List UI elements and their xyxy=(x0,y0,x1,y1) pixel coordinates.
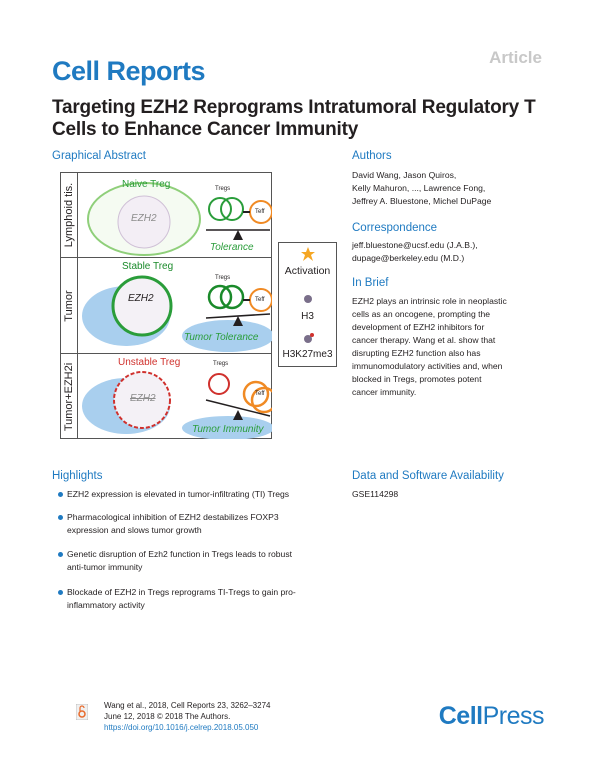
tregs-label: Tregs xyxy=(213,361,229,367)
enzyme-label: EZH2 xyxy=(131,213,157,224)
logo-press: Press xyxy=(482,702,544,730)
graphical-abstract xyxy=(60,172,337,439)
tumor-tolerance-label: Tumor Tolerance xyxy=(184,332,259,343)
email-link[interactable]: dupage@berkeley.edu (M.D.) xyxy=(352,253,465,263)
authors-list xyxy=(352,169,491,208)
authors-line: Jeffrey A. Bluestone, Michel DuPage xyxy=(352,196,492,206)
highlight-line: anti-tumor immunity xyxy=(67,562,143,572)
teff-label: Teff xyxy=(255,209,265,215)
bullet-icon xyxy=(58,552,63,557)
tolerance-label: Tolerance xyxy=(210,242,254,253)
article-tag: Article xyxy=(489,48,542,67)
activation-legend xyxy=(278,242,337,367)
in-brief-line: blocked in Tregs, promotes potent xyxy=(352,374,482,384)
authors-heading: Authors xyxy=(352,150,392,162)
in-brief-text xyxy=(352,295,507,399)
highlight-line: Pharmacological inhibition of EZH2 destabilizes FOXP3 xyxy=(67,512,279,522)
naive-treg-label: Naive Treg xyxy=(122,179,171,190)
correspondence-emails xyxy=(352,239,478,265)
in-brief-line: immunomodulatory activities and, when xyxy=(352,361,503,371)
bullet-icon xyxy=(58,515,63,520)
highlight-line: EZH2 expression is elevated in tumor-infiltrating (TI) Tregs xyxy=(67,489,290,499)
ga-row-lymphoid xyxy=(60,172,272,258)
in-brief-line: EZH2 plays an intrinsic role in neoplastic xyxy=(352,296,507,306)
highlight-line: inflammatory activity xyxy=(67,600,145,610)
open-access-icon xyxy=(76,704,88,720)
doi-link[interactable]: https://doi.org/10.1016/j.celrep.2018.05.050 xyxy=(104,723,259,732)
data-availability-accession[interactable]: GSE114298 xyxy=(352,489,399,499)
in-brief-line: cells as an oncogene, prompting the xyxy=(352,309,491,319)
highlights-heading: Highlights xyxy=(52,470,103,482)
enzyme-label: EZH2 xyxy=(130,393,156,404)
correspondence-heading: Correspondence xyxy=(352,222,438,234)
in-brief-line: cancer therapy. Wang et al. show that xyxy=(352,335,496,345)
footer-citation xyxy=(104,700,270,733)
tumor-immunity-label: Tumor Immunity xyxy=(192,424,264,435)
h3k27me3-icon xyxy=(302,333,314,345)
stable-treg-label: Stable Treg xyxy=(122,261,174,272)
bullet-icon xyxy=(58,492,63,497)
citation-text: Wang et al., 2018, Cell Reports 23, 3262–3274 xyxy=(104,701,271,710)
enzyme-label: EZH2 xyxy=(128,293,154,304)
journal-name: Cell Reports xyxy=(52,56,206,86)
bullet-icon xyxy=(58,590,63,595)
ga-row-label: Lymphoid tis. xyxy=(60,172,78,257)
article-title: Targeting EZH2 Reprograms Intratumoral Regulatory T Cells to Enhance Cancer Immunity xyxy=(52,97,536,140)
in-brief-line: development of EZH2 inhibitors for xyxy=(352,322,485,332)
ga-row-tumor-ezh2i xyxy=(60,354,272,439)
logo-cell: Cell xyxy=(438,702,483,730)
teff-label: Teff xyxy=(255,391,265,397)
in-brief-line: disrupting EZH2 function also has xyxy=(352,348,481,358)
teff-label: Teff xyxy=(255,297,265,303)
copyright-text: June 12, 2018 © 2018 The Authors. xyxy=(104,712,231,721)
cellpress-logo xyxy=(439,702,544,731)
in-brief-line: cancer immunity. xyxy=(352,387,417,397)
h3k27me3-label: H3K27me3 xyxy=(282,349,333,360)
tregs-label: Tregs xyxy=(215,275,231,281)
ga-row-tumor xyxy=(60,258,272,354)
authors-line: Kelly Mahuron, ..., Lawrence Fong, xyxy=(352,183,486,193)
email-link[interactable]: jeff.bluestone@ucsf.edu (J.A.B.), xyxy=(352,240,478,250)
ga-row-label: Tumor xyxy=(60,258,78,353)
activation-icon xyxy=(301,247,315,261)
in-brief-heading: In Brief xyxy=(352,277,389,289)
highlight-line: Genetic disruption of Ezh2 function in Tregs leads to robust xyxy=(67,549,292,559)
highlight-line: expression and slows tumor growth xyxy=(67,525,202,535)
activation-label: Activation xyxy=(284,265,331,277)
authors-line: David Wang, Jason Quiros, xyxy=(352,170,457,180)
h3-icon xyxy=(302,293,314,305)
highlight-line: Blockade of EZH2 in Tregs reprograms TI-Tregs to gain pro- xyxy=(67,587,296,597)
ga-row-label: Tumor+EZH2i xyxy=(60,354,78,439)
graphical-abstract-heading: Graphical Abstract xyxy=(52,150,146,162)
unstable-treg-label: Unstable Treg xyxy=(118,357,181,368)
data-availability-heading: Data and Software Availability xyxy=(352,470,504,482)
tregs-label: Tregs xyxy=(215,186,231,192)
h3-label: H3 xyxy=(301,311,314,322)
